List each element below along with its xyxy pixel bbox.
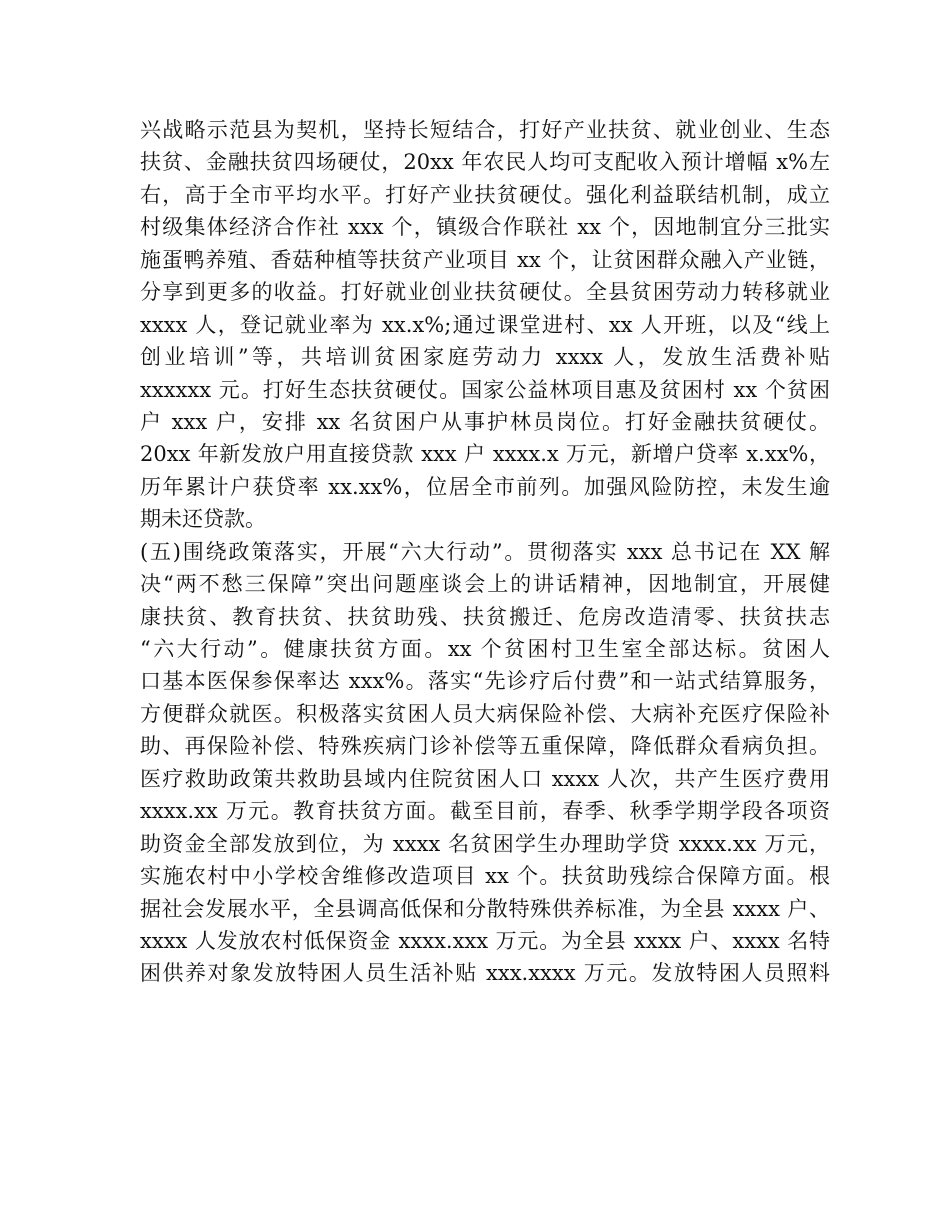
text-line: xxxx 人，登记就业率为 xx.x%;通过课堂进村、xx 人开班，以及“线上 <box>140 312 830 337</box>
text-line: 兴战略示范县为契机，坚持长短结合，打好产业扶贫、就业创业、生态 <box>140 118 830 142</box>
text-line: 据社会发展水平，全县调高低保和分散特殊供养标准，为全县 xxxx 户、 <box>140 896 830 921</box>
text-line: xxxx 人发放农村低保资金 xxxx.xxx 万元。为全县 xxxx 户、xxxx 名特 <box>140 928 830 953</box>
text-line: 创业培训”等，共培训贫困家庭劳动力 xxxx 人，发放生活费补贴 <box>140 345 830 370</box>
text-line: 助资金全部发放到位，为 xxxx 名贫困学生办理助学贷 xxxx.xx 万元， <box>140 831 830 856</box>
text-line: 扶贫、金融扶贫四场硬仗，20xx 年农民人均可支配收入预计增幅 x%左 <box>140 150 830 175</box>
text-line: 村级集体经济合作社 xxx 个，镇级合作联社 xx 个，因地制宜分三批实 <box>140 215 830 240</box>
text-line: 口基本医保参保率达 xxx%。落实“先诊疗后付费”和一站式结算服务， <box>140 669 830 694</box>
text-line: 右，高于全市平均水平。打好产业扶贫硬仗。强化利益联结机制，成立 <box>140 182 830 207</box>
text-line: (五)围绕政策落实，开展“六大行动”。贯彻落实 xxx 总书记在 XX 解 <box>140 539 830 564</box>
text-line: 困供养对象发放特困人员生活补贴 xxx.xxxx 万元。发放特困人员照料 <box>140 961 830 986</box>
text-line: 20xx 年新发放户用直接贷款 xxx 户 xxxx.x 万元，新增户贷率 x.xx%， <box>140 442 830 467</box>
text-line: 期未还贷款。 <box>140 507 266 532</box>
text-line: 助、再保险补偿、特殊疾病门诊补偿等五重保障，降低群众看病负担。 <box>140 734 830 759</box>
text-line: “六大行动”。健康扶贫方面。xx 个贫困村卫生室全部达标。贫困人 <box>140 637 830 661</box>
text-line: 医疗救助政策共救助县域内住院贫困人口 xxxx 人次，共产生医疗费用 <box>140 766 830 791</box>
text-line: 历年累计户获贷率 xx.xx%，位居全市前列。加强风险防控，未发生逾 <box>140 474 830 499</box>
text-line: xxxxxx 元。打好生态扶贫硬仗。国家公益林项目惠及贫困村 xx 个贫困 <box>140 377 830 402</box>
text-line: 康扶贫、教育扶贫、扶贫助残、扶贫搬迁、危房改造清零、扶贫扶志 <box>140 604 830 629</box>
text-line: xxxx.xx 万元。教育扶贫方面。截至目前，春季、秋季学期学段各项资 <box>140 799 830 824</box>
body-text <box>140 114 830 990</box>
text-line: 决“两不愁三保障”突出问题座谈会上的讲话精神，因地制宜，开展健 <box>140 572 830 597</box>
text-line: 方便群众就医。积极落实贫困人员大病保险补偿、大病补充医疗保险补 <box>140 701 830 726</box>
text-line: 施蛋鸭养殖、香菇种植等扶贫产业项目 xx 个，让贫困群众融入产业链， <box>140 247 830 272</box>
text-line: 分享到更多的收益。打好就业创业扶贫硬仗。全县贫困劳动力转移就业 <box>140 280 830 305</box>
text-line: 户 xxx 户，安排 xx 名贫困户从事护林员岗位。打好金融扶贫硬仗。 <box>140 409 830 434</box>
text-line: 实施农村中小学校舍维修改造项目 xx 个。扶贫助残综合保障方面。根 <box>140 864 830 889</box>
